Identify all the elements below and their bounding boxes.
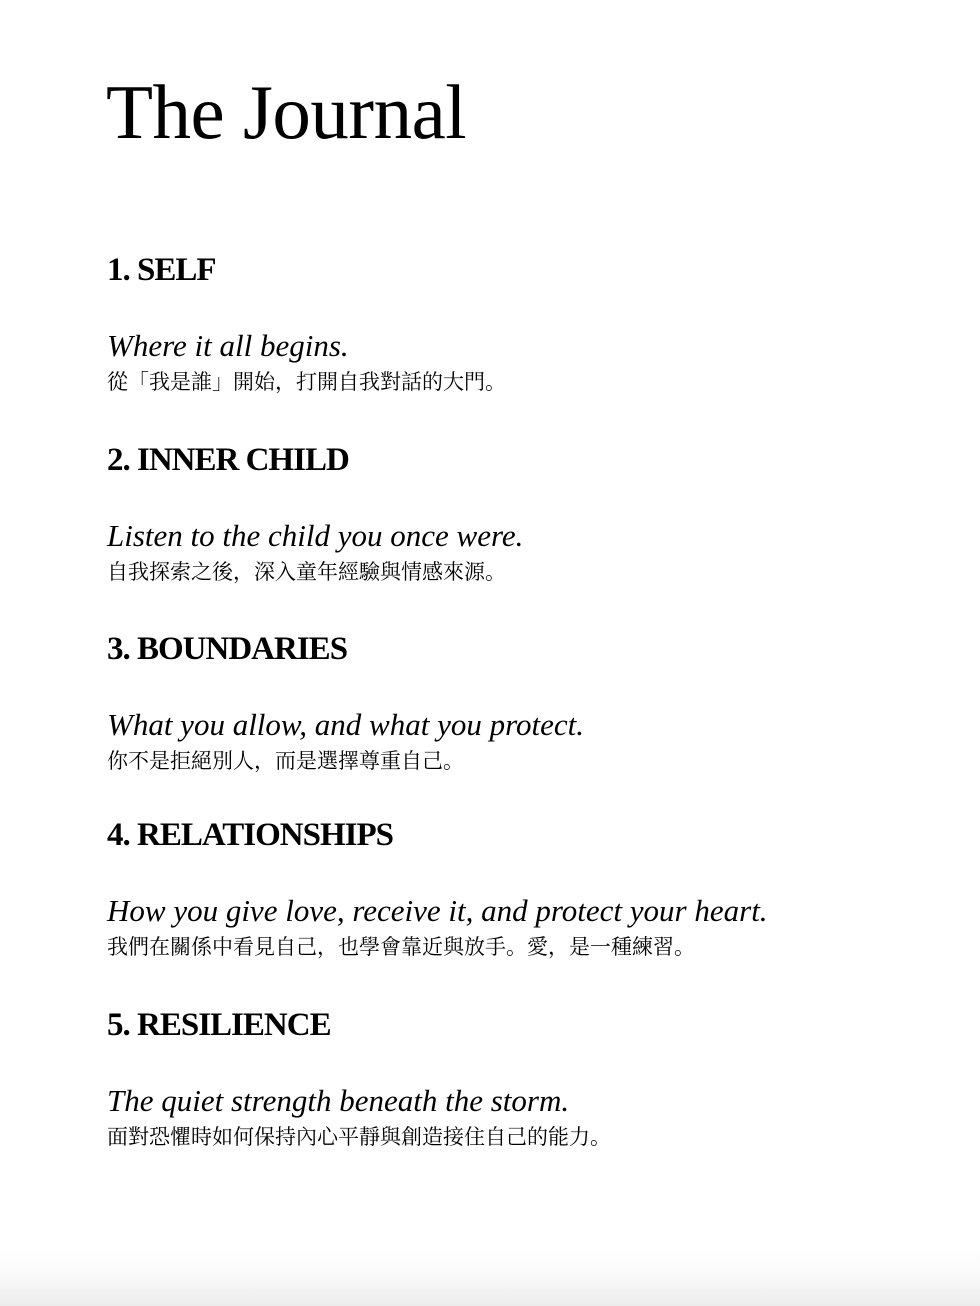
section-tagline: The quiet strength beneath the storm.: [107, 1083, 570, 1118]
section-self: [107, 250, 967, 394]
section-description-zh: 你不是拒絕別人，而是選擇尊重自己。: [107, 749, 464, 773]
section-tagline: How you give love, receive it, and protect your heart.: [107, 893, 768, 928]
section-description-zh: 從「我是誰」開始，打開自我對話的大門。: [107, 370, 506, 394]
section-description-zh: 面對恐懼時如何保持內心平靜與創造接住自己的能力。: [107, 1125, 611, 1149]
section-tagline: Where it all begins.: [107, 328, 349, 363]
section-heading: 2. INNER CHILD: [107, 442, 349, 478]
bottom-page-shadow: [0, 1246, 980, 1306]
section-description-zh: 自我探索之後，深入童年經驗與情感來源。: [107, 560, 506, 584]
section-heading: 4. RELATIONSHIPS: [107, 817, 393, 853]
section-heading: 5. RESILIENCE: [107, 1007, 331, 1043]
page-title: The Journal: [106, 69, 467, 155]
section-tagline: Listen to the child you once were.: [107, 518, 524, 553]
section-tagline: What you allow, and what you protect.: [107, 707, 585, 742]
section-relationships: [107, 815, 967, 959]
section-description-zh: 我們在關係中看見自己，也學會靠近與放手。愛，是一種練習。: [107, 935, 695, 959]
section-inner-child: [107, 440, 967, 584]
section-resilience: [107, 1005, 967, 1149]
section-heading: 3. BOUNDARIES: [107, 631, 348, 667]
section-boundaries: [107, 629, 967, 773]
section-heading: 1. SELF: [107, 252, 216, 288]
